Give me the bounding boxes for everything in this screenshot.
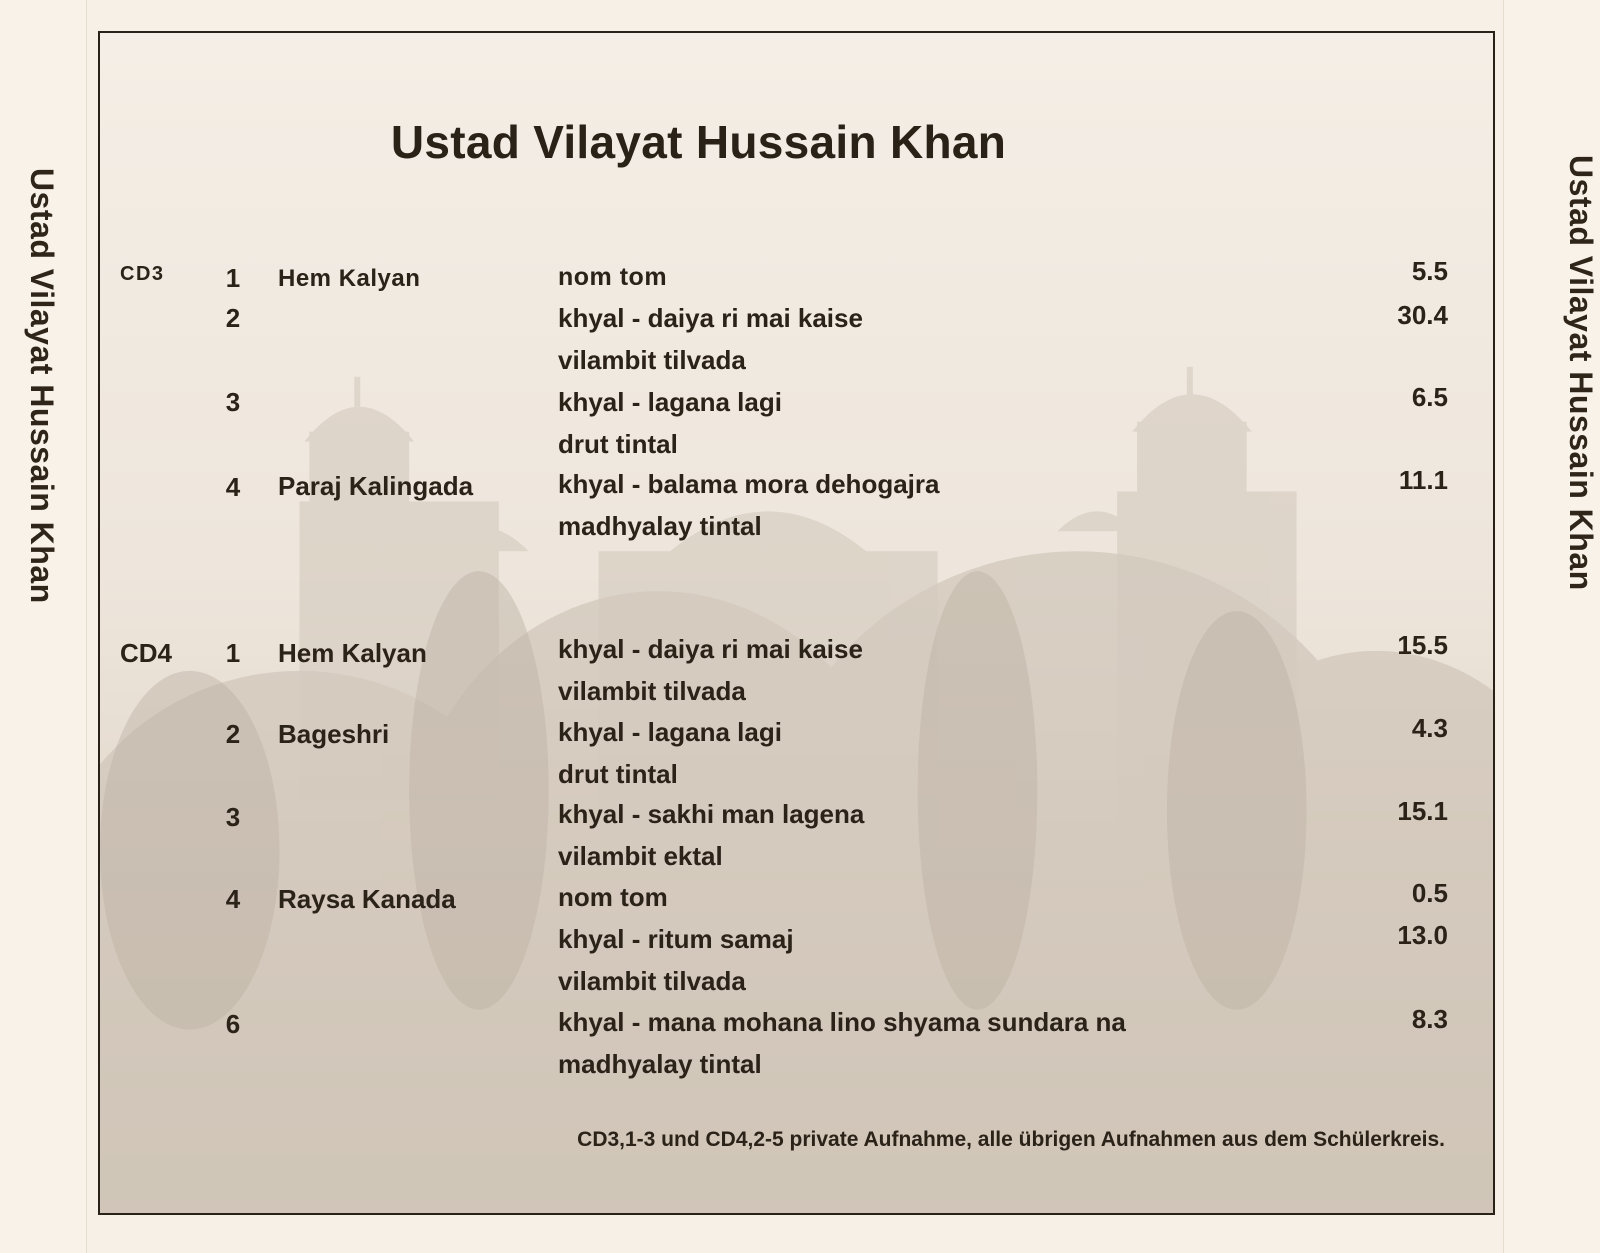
track-number: 4: [225, 472, 241, 502]
track-description: madhyalay tintal: [558, 511, 762, 541]
track-raga: Raysa Kanada: [278, 884, 456, 914]
track-description: khyal - daiya ri mai kaise: [558, 634, 863, 664]
track-description: khyal - sakhi man lagena: [558, 799, 865, 829]
track-number: 1: [225, 638, 241, 668]
track-number: 6: [225, 1009, 241, 1039]
left-spine: [0, 0, 87, 1253]
track-description: vilambit tilvada: [558, 966, 746, 996]
track-description: khyal - lagana lagi: [558, 387, 782, 417]
track-description: nom tom: [558, 263, 668, 291]
track-description: vilambit ektal: [558, 841, 723, 871]
recording-note: CD3,1-3 und CD4,2-5 private Aufnahme, alle übrigen Aufnahmen aus dem Schülerkreis.: [577, 1128, 1445, 1151]
track-raga: Hem Kalyan: [278, 265, 421, 292]
track-duration: 4.3: [1411, 713, 1448, 743]
track-raga: Bageshri: [278, 719, 390, 749]
track-raga: Paraj Kalingada: [278, 471, 474, 501]
track-duration: 15.5: [1397, 630, 1448, 660]
track-number: 1: [225, 263, 241, 293]
track-number: 2: [225, 719, 241, 749]
cd3-label: CD3: [120, 263, 165, 285]
track-duration: 30.4: [1397, 300, 1448, 330]
track-duration: 15.1: [1397, 796, 1448, 826]
cd4-label: CD4: [120, 638, 173, 668]
track-number: 4: [225, 884, 241, 914]
track-description: khyal - ritum samaj: [558, 924, 794, 954]
track-description: drut tintal: [558, 759, 678, 789]
track-duration: 5.5: [1411, 256, 1448, 286]
track-description: khyal - daiya ri mai kaise: [558, 303, 863, 333]
track-description: nom tom: [558, 882, 668, 912]
spine-title-right: Ustad Vilayat Hussain Khan: [1563, 155, 1599, 591]
track-number: 2: [225, 303, 241, 333]
track-description: khyal - lagana lagi: [558, 717, 782, 747]
album-title: Ustad Vilayat Hussain Khan: [390, 116, 1007, 168]
track-description: vilambit tilvada: [558, 676, 746, 706]
track-number: 3: [225, 802, 241, 832]
track-description: khyal - balama mora dehogajra: [558, 469, 940, 499]
track-duration: 13.0: [1397, 920, 1448, 950]
track-duration: 0.5: [1411, 878, 1448, 908]
track-description: madhyalay tintal: [558, 1049, 762, 1079]
track-duration: 11.1: [1398, 465, 1448, 495]
track-duration: 8.3: [1411, 1004, 1448, 1034]
track-description: drut tintal: [558, 429, 678, 459]
track-description: khyal - mana mohana lino shyama sundara na: [558, 1007, 1126, 1037]
track-duration: 6.5: [1411, 382, 1448, 412]
track-raga: Hem Kalyan: [278, 638, 427, 668]
track-description: vilambit tilvada: [558, 345, 746, 375]
track-number: 3: [225, 387, 241, 417]
spine-title-left: Ustad Vilayat Hussain Khan: [24, 168, 60, 604]
